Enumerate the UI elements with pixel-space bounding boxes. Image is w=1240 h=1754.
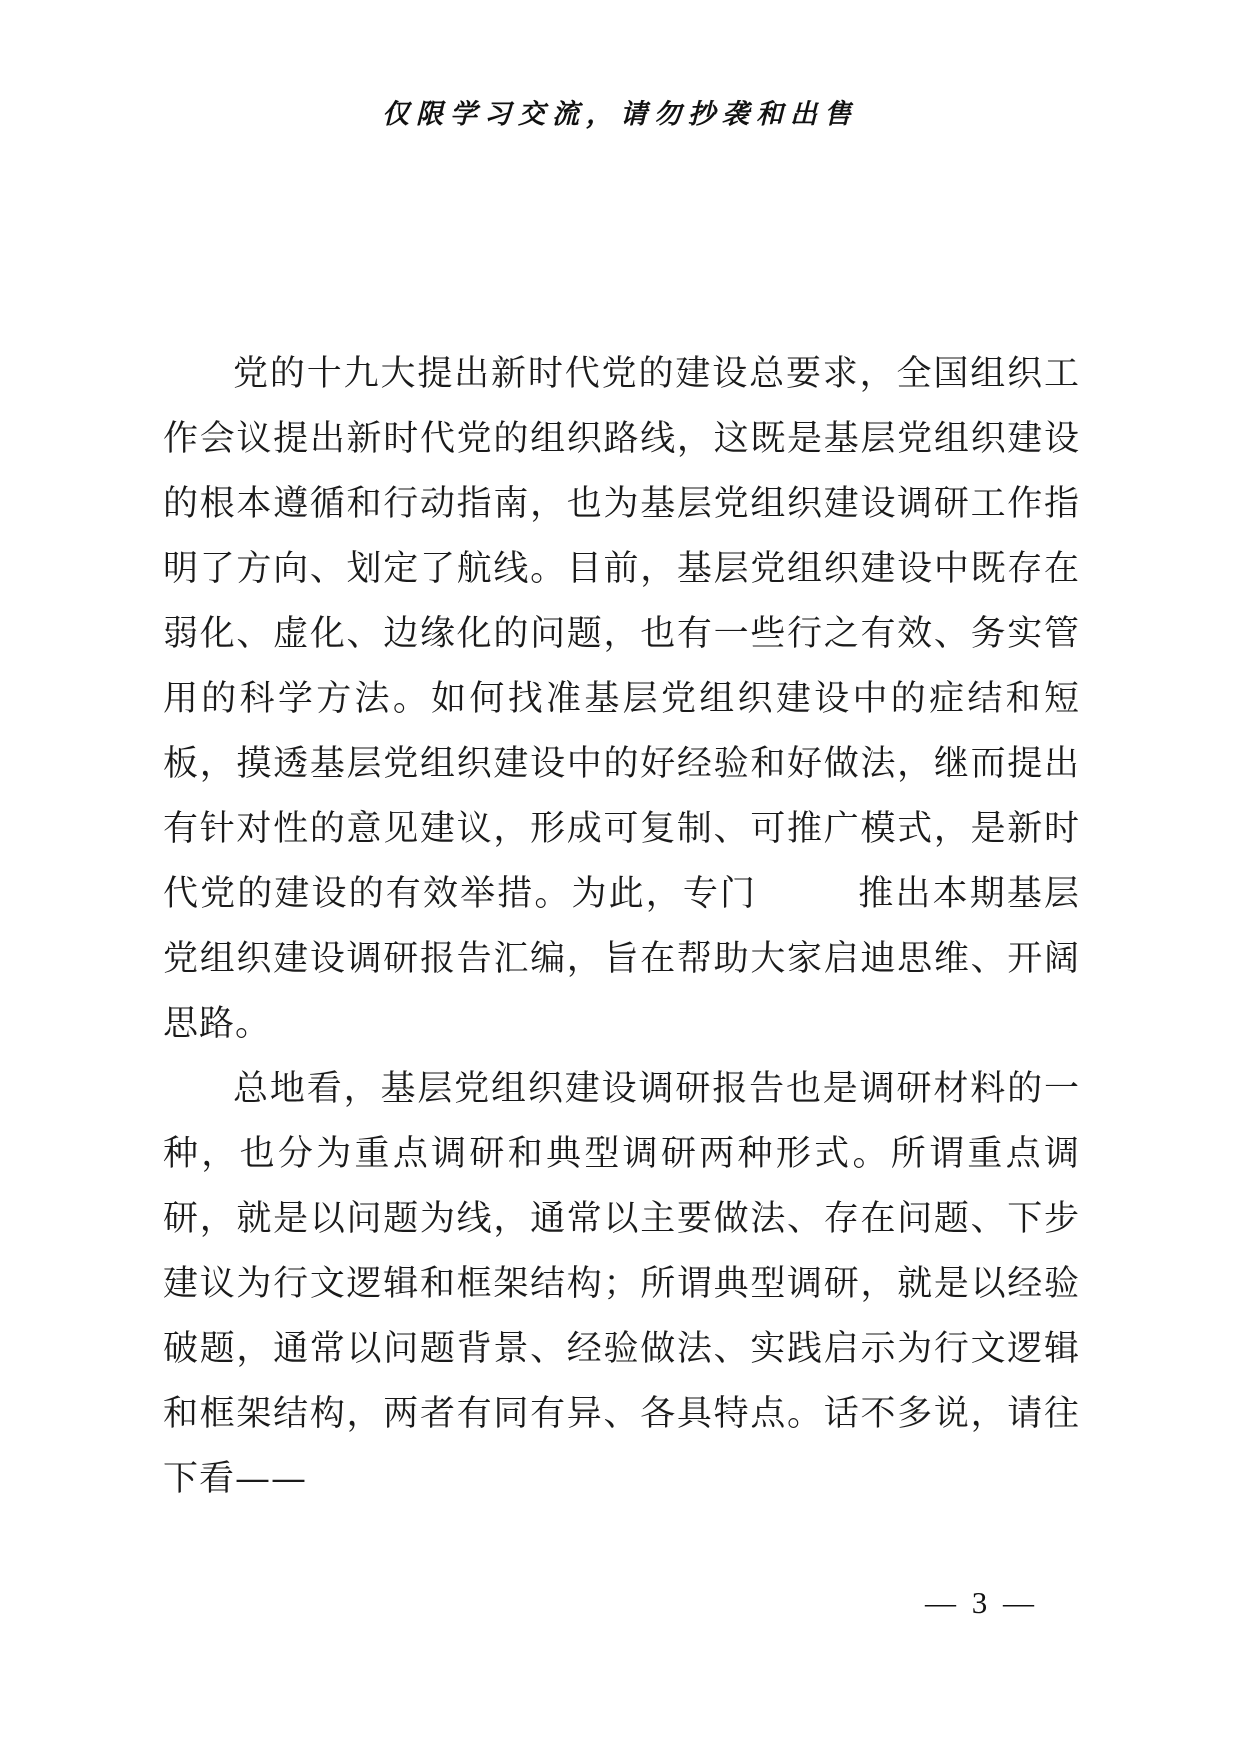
page-number: — 3 — bbox=[925, 1585, 1038, 1620]
paragraph-intro-part-2: 推出本期基层党组织建设调研报告汇编，旨在帮助大家启迪思维、开阔思路。 bbox=[163, 874, 1080, 1044]
document-body bbox=[163, 342, 1080, 1512]
paragraph-intro-part-1: 党的十九大提出新时代党的建设总要求，全国组织工作会议提出新时代党的组织路线，这既是基层党组织建设的根本遵循和行动指南，也为基层党组织建设调研工作指明了方向、划定了航线。目前，基层党组织建设中既存在弱化、虚化、边缘化的问题，也有一些行之有效、务实管用的科学方法。如何找准基层党组织建设中的症结和短板，摸透基层党组织建设中的好经验和好做法，继而提出有针对性的意见建议，形成可复制、可推广模式，是新时代党的建设的有效举措。为此，专门 bbox=[163, 354, 1080, 914]
paragraph-intro bbox=[163, 342, 1080, 1057]
paragraph-overview: 总地看，基层党组织建设调研报告也是调研材料的一种，也分为重点调研和典型调研两种形式。所谓重点调研，就是以问题为线，通常以主要做法、存在问题、下步建议为行文逻辑和框架结构；所谓典型调研，就是以经验破题，通常以问题背景、经验做法、实践启示为行文逻辑和框架结构，两者有同有异、各具特点。话不多说，请往下看—— bbox=[163, 1069, 1080, 1499]
header-notice: 仅限学习交流，请勿抄袭和出售 bbox=[382, 99, 858, 130]
